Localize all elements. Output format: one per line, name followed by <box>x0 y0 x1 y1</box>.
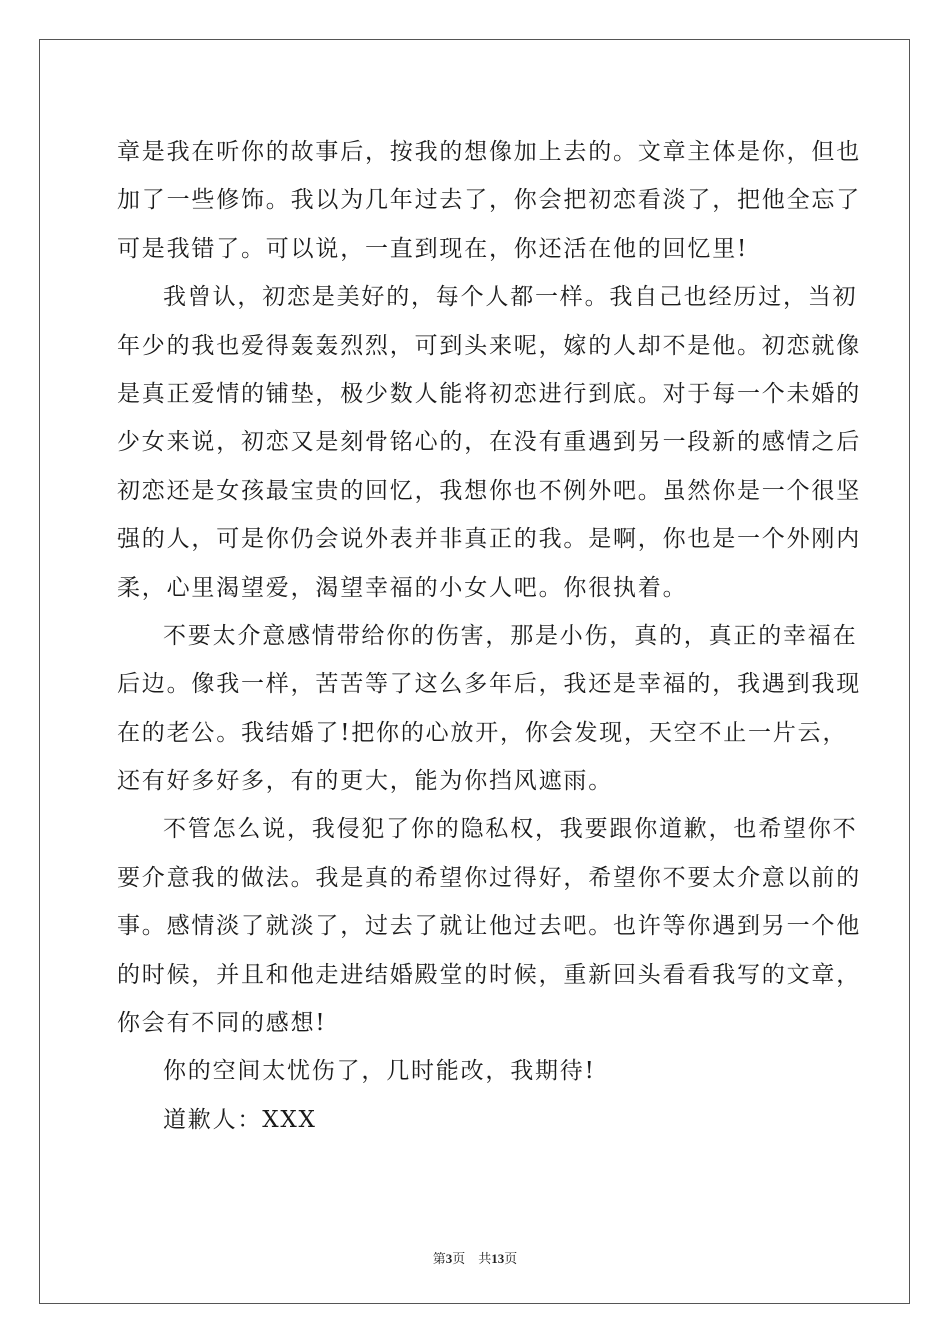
text-line: 是真正爱情的铺垫，极少数人能将初恋进行到底。对于每一个未婚的 <box>117 380 861 407</box>
text-line: 事。感情淡了就淡了，过去了就让他过去吧。也许等你遇到另一个他 <box>117 913 861 940</box>
document-body <box>117 128 861 1144</box>
paragraph-first-line: 不管怎么说，我侵犯了你的隐私权，我要跟你道歉，也希望你不 <box>163 816 858 843</box>
paragraph-first-line: 你的空间太忧伤了，几时能改，我期待! <box>163 1058 596 1085</box>
text-line: 强的人，可是你仍会说外表并非真正的我。是啊，你也是一个外刚内 <box>117 526 861 553</box>
page-number-suffix: 页 <box>504 1251 518 1266</box>
text-line: 要介意我的做法。我是真的希望你过得好，希望你不要太介意以前的 <box>117 864 861 891</box>
text-line: 你会有不同的感想! <box>117 1010 327 1037</box>
paragraph-first-line: 不要太介意感情带给你的伤害，那是小伤，真的，真正的幸福在 <box>163 622 858 649</box>
page-number-prefix: 第 <box>432 1251 446 1266</box>
text-line: 的时候，并且和他走进结婚殿堂的时候，重新回头看看我写的文章， <box>117 961 861 988</box>
current-page-number: 3 <box>445 1251 453 1266</box>
page-number-mid: 页 共 <box>452 1251 492 1266</box>
page-footer <box>0 1248 950 1267</box>
text-line: 加了一些修饰。我以为几年过去了，你会把初恋看淡了，把他全忘了 <box>117 187 861 214</box>
text-line: 年少的我也爱得轰轰烈烈，可到头来呢，嫁的人却不是他。初恋就像 <box>117 332 861 359</box>
text-line: 还有好多好多，有的更大，能为你挡风遮雨。 <box>117 768 613 795</box>
text-line: 少女来说，初恋又是刻骨铭心的，在没有重遇到另一段新的感情之后 <box>117 429 861 456</box>
paragraph-first-line: 我曾认，初恋是美好的，每个人都一样。我自己也经历过，当初 <box>163 284 858 311</box>
text-line: 在的老公。我结婚了!把你的心放开，你会发现，天空不止一片云， <box>117 719 848 746</box>
text-line: 柔，心里渴望爱，渴望幸福的小女人吧。你很执着。 <box>117 574 688 601</box>
text-line: 后边。像我一样，苦苦等了这么多年后，我还是幸福的，我遇到我现 <box>117 671 861 698</box>
text-line: 章是我在听你的故事后，按我的想像加上去的。文章主体是你，但也 <box>117 139 861 165</box>
text-line: 可是我错了。可以说，一直到现在，你还活在他的回忆里! <box>117 235 749 262</box>
text-line: 初恋还是女孩最宝贵的回忆，我想你也不例外吧。虽然你是一个很坚 <box>117 477 861 504</box>
total-page-number: 13 <box>491 1251 505 1266</box>
signature-line: 道歉人：XXX <box>163 1106 317 1133</box>
